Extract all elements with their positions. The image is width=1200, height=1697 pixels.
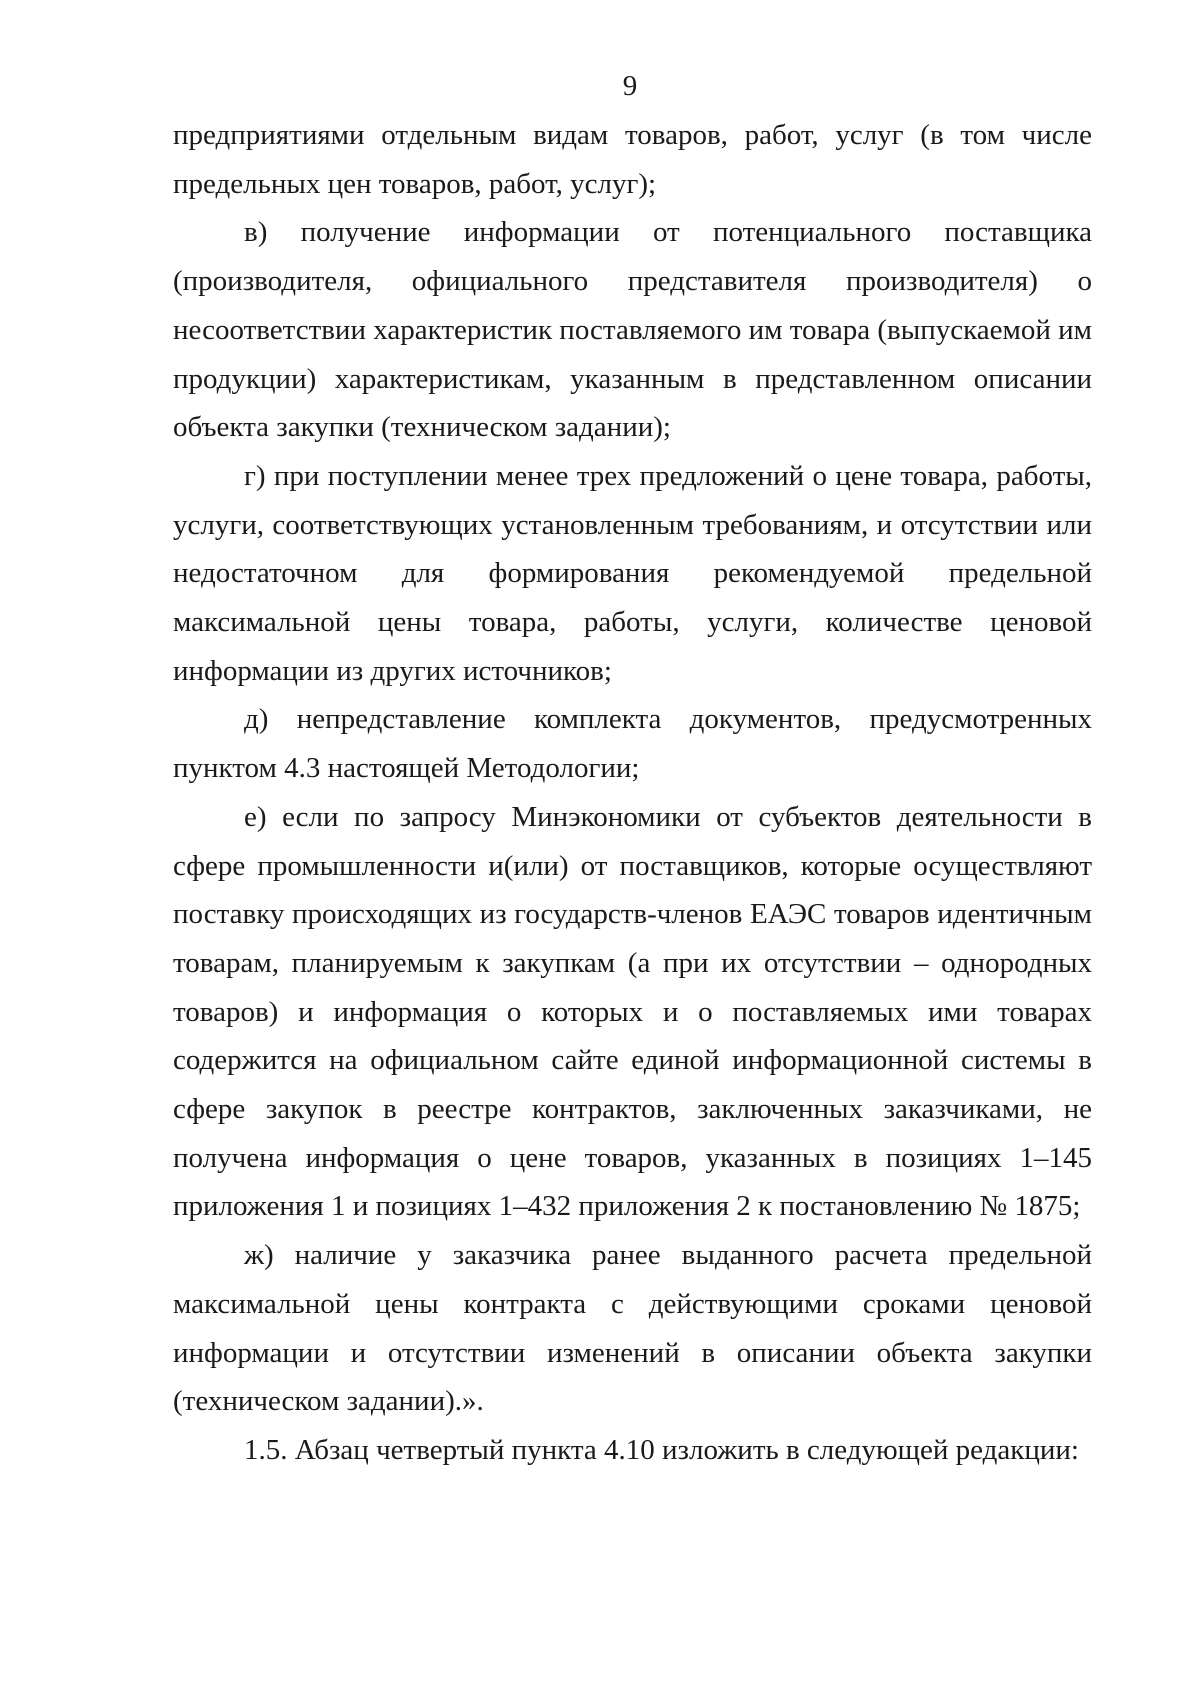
paragraph-continuation: предприятиями отдельным видам товаров, работ, услуг (в том числе предельных цен товаров, работ, услуг); — [173, 119, 1092, 200]
document-body — [173, 111, 1092, 1475]
paragraph-item-g: г) при поступлении менее трех предложений о цене товара, работы, услуги, соответствующих установленным требованиям, и отсутствии или недостаточном для формирования рекомендуемой предельной максимальной цены товара, работы, услуги, количестве ценовой информации из других источников; — [173, 459, 1092, 687]
paragraph-item-v: в) получение информации от потенциального поставщика (производителя, официального представителя производителя) о несоответствии характеристик поставляемого им товара (выпускаемой им продукции) характеристикам, указанным в представленном описании объекта закупки (техническом задании); — [173, 216, 1092, 444]
paragraph-item-e: е) если по запросу Минэкономики от субъектов деятельности в сфере промышленности и(или) от поставщиков, которые осуществляют поставку происходящих из государств-членов ЕАЭС товаров идентичным товарам, планируемым к закупкам (а при их отсутствии – однородных товаров) и информация о которых и о поставляемых ими товарах содержится на официальном сайте единой информационной системы в сфере закупок в реестре контрактов, заключенных заказчиками, не получена информация о цене товаров, указанных в позициях 1–145 приложения 1 и позициях 1–432 приложения 2 к постановлению № 1875; — [173, 800, 1092, 1223]
paragraph-item-zh: ж) наличие у заказчика ранее выданного расчета предельной максимальной цены контракта с действующими сроками ценовой информации и отсутствии изменений в описании объекта закупки (техническом задании).». — [173, 1239, 1092, 1418]
page-number: 9 — [622, 70, 638, 102]
paragraph-item-d: д) непредставление комплекта документов, предусмотренных пунктом 4.3 настоящей Методологии; — [173, 703, 1092, 785]
paragraph-section-1-5: 1.5. Абзац четвертый пункта 4.10 изложить в следующей редакции: — [244, 1433, 1079, 1466]
